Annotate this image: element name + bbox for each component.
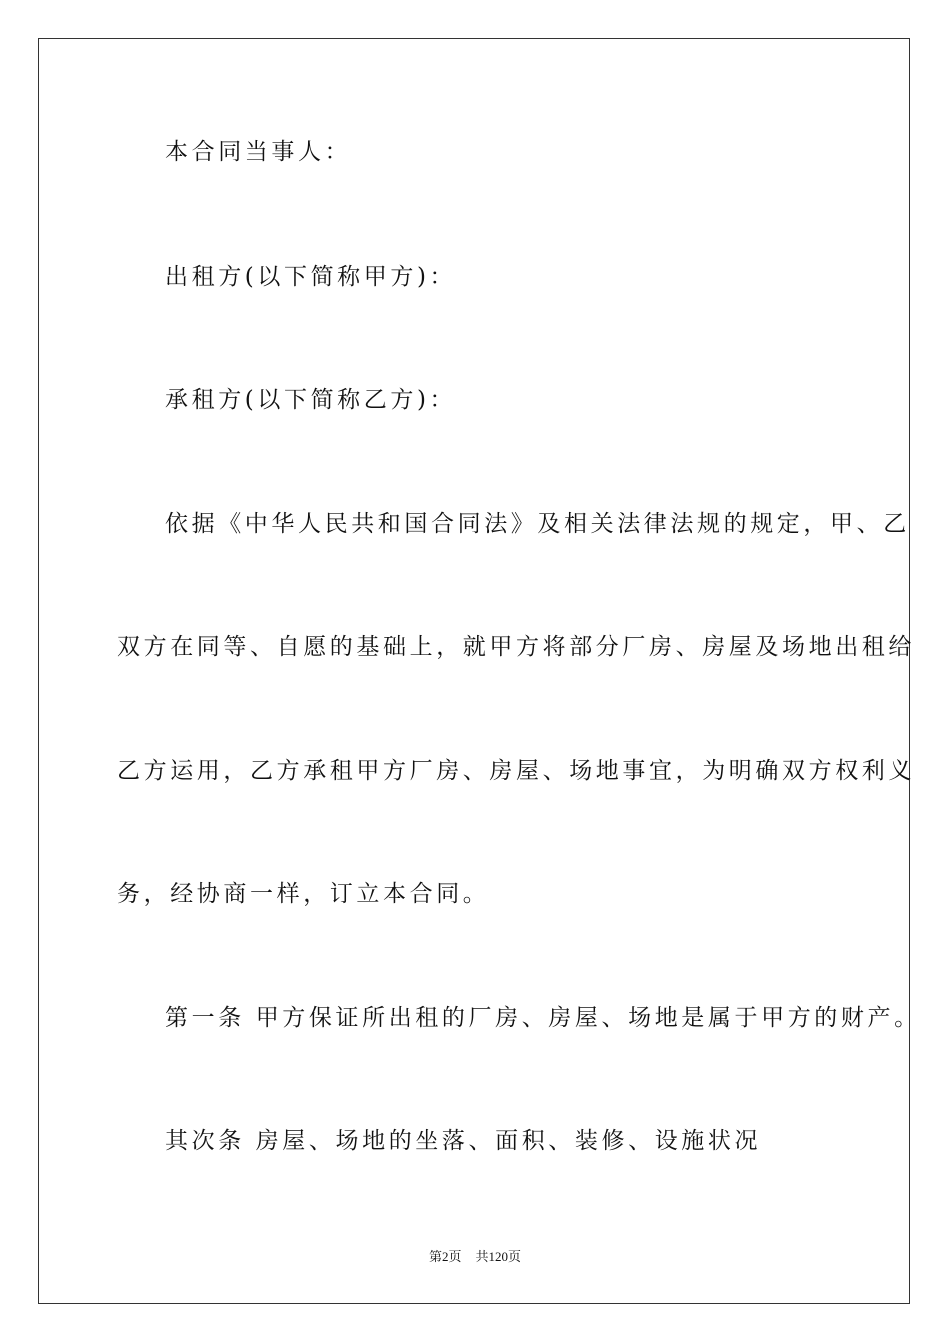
paragraph-basis-line-3: 乙方运用，乙方承租甲方厂房、房屋、场地事宜，为明确双方权利义 <box>117 758 915 784</box>
paragraph-lessor: 出租方(以下简称甲方)： <box>165 264 457 290</box>
page-footer <box>0 1248 950 1266</box>
page-number: 第2页 <box>428 1249 462 1264</box>
paragraph-basis-line-2: 双方在同等、自愿的基础上，就甲方将部分厂房、房屋及场地出租给 <box>117 634 915 660</box>
paragraph-lessee: 承租方(以下简称乙方)： <box>165 387 457 413</box>
paragraph-basis-line-4: 务，经协商一样，订立本合同。 <box>117 881 490 907</box>
paragraph-parties: 本合同当事人： <box>165 139 352 165</box>
page-border <box>38 38 910 1304</box>
article-two: 其次条 房屋、场地的坐落、面积、装修、设施状况 <box>165 1128 762 1154</box>
article-one: 第一条 甲方保证所出租的厂房、房屋、场地是属于甲方的财产。 <box>165 1005 921 1031</box>
page-total: 共120页 <box>475 1249 522 1264</box>
paragraph-basis-line-1: 依据《中华人民共和国合同法》及相关法律法规的规定，甲、乙 <box>165 511 910 537</box>
